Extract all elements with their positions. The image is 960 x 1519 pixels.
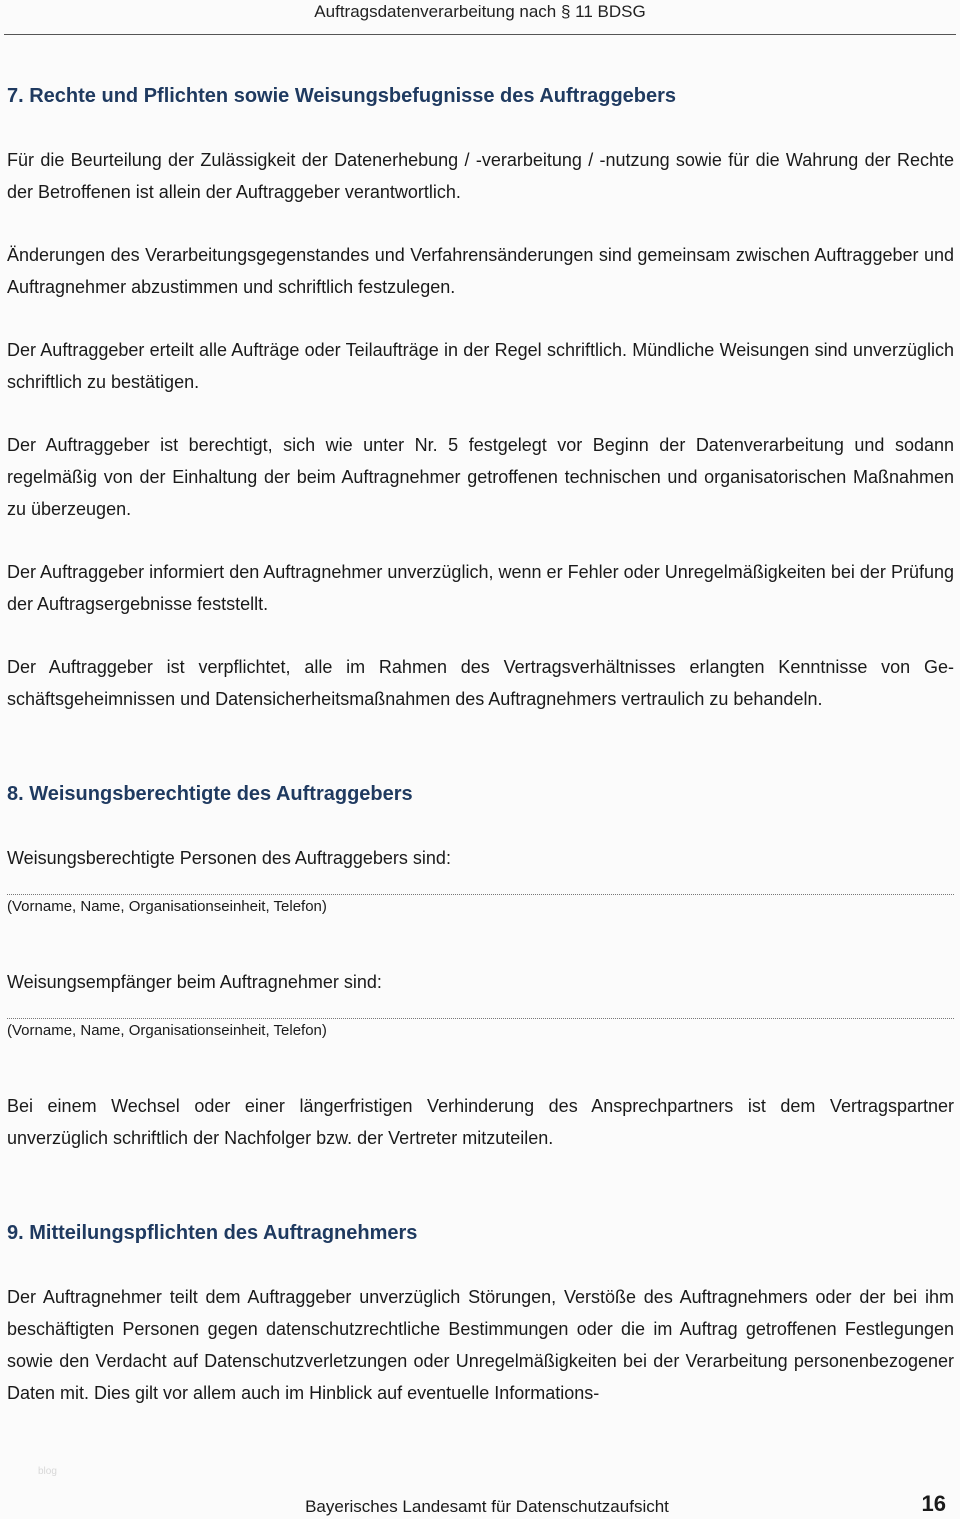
- paragraph: Der Auftragnehmer teilt dem Auftraggeber unverzüglich Störungen, Verstöße des Auftragnehmers oder der bei ihm beschäftigten Personen gegen datenschutzrechtliche Bestimmungen oder die im Auftrag getroffenen Festlegungen sowie den Verdacht auf Datenschutzverletzungen oder Unregelmäßigkeiten bei der Verarbeitung personenbezogener Daten mit. Dies gilt vor allem auch im Hinblick auf eventuelle Informations-: [7, 1287, 954, 1403]
- section-9-heading: 9. Mitteilungspflichten des Auftragnehmers: [7, 1222, 418, 1244]
- field-label-weisungsberechtigte: Weisungsberechtigte Personen des Auftraggebers sind:: [7, 848, 451, 868]
- document-body: [7, 80, 954, 1409]
- section-7-heading: 7. Rechte und Pflichten sowie Weisungsbefugnisse des Auftraggebers: [7, 85, 677, 107]
- footer-organization: Bayerisches Landesamt für Datenschutzaufsicht: [305, 1497, 669, 1516]
- paragraph: Bei einem Wechsel oder einer längerfristigen Verhinderung des Ansprechpartners ist dem Vertragspartner unverzüglich schriftlich der Nachfolger bzw. der Vertreter mitzuteilen.: [7, 1096, 954, 1148]
- paragraph: Der Auftraggeber erteilt alle Aufträge oder Teilaufträge in der Regel schriftlich. Mündliche Weisungen sind unverzüglich schriftlich zu bestätigen.: [7, 340, 954, 392]
- paragraph: Änderungen des Verarbeitungsgegenstandes und Verfahrensänderungen sind gemeinsam zwischen Auftraggeber und Auftragnehmer abzustimmen und schriftlich festzulegen.: [7, 245, 954, 297]
- section-8-heading: 8. Weisungsberechtigte des Auftraggebers: [7, 783, 413, 805]
- page-footer: [0, 1491, 960, 1519]
- paragraph: Der Auftraggeber ist verpflichtet, alle im Rahmen des Vertragsverhältnisses erlangten Kenntnisse von Geschäftsgeheimnissen und Datensicherheitsmaßnahmen des Auftragnehmers vertraulich zu behandeln.: [7, 657, 954, 709]
- paragraph: Der Auftraggeber ist berechtigt, sich wie unter Nr. 5 festgelegt vor Beginn der Datenverarbeitung und sodann regelmäßig von der Einhaltung der beim Auftragnehmer getroffenen technischen und organisatorischen Maßnahmen zu überzeugen.: [7, 435, 954, 519]
- field-hint: (Vorname, Name, Organisationseinheit, Telefon): [7, 898, 327, 915]
- page-number: 16: [921, 1491, 946, 1516]
- field-hint: (Vorname, Name, Organisationseinheit, Telefon): [7, 1022, 327, 1039]
- running-header: Auftragsdatenverarbeitung nach § 11 BDSG: [314, 2, 646, 21]
- watermark-text: blog: [38, 1466, 57, 1477]
- field-label-weisungsempfaenger: Weisungsempfänger beim Auftragnehmer sind:: [7, 972, 382, 992]
- header-rule: [4, 34, 956, 35]
- paragraph: Der Auftraggeber informiert den Auftragnehmer unverzüglich, wenn er Fehler oder Unregelmäßigkeiten bei der Prüfung der Auftragsergebnisse feststellt.: [7, 562, 954, 614]
- paragraph: Für die Beurteilung der Zulässigkeit der Datenerhebung / -verarbeitung / -nutzung sowie für die Wahrung der Rechte der Betroffenen ist allein der Auftraggeber verantwortlich.: [7, 150, 954, 202]
